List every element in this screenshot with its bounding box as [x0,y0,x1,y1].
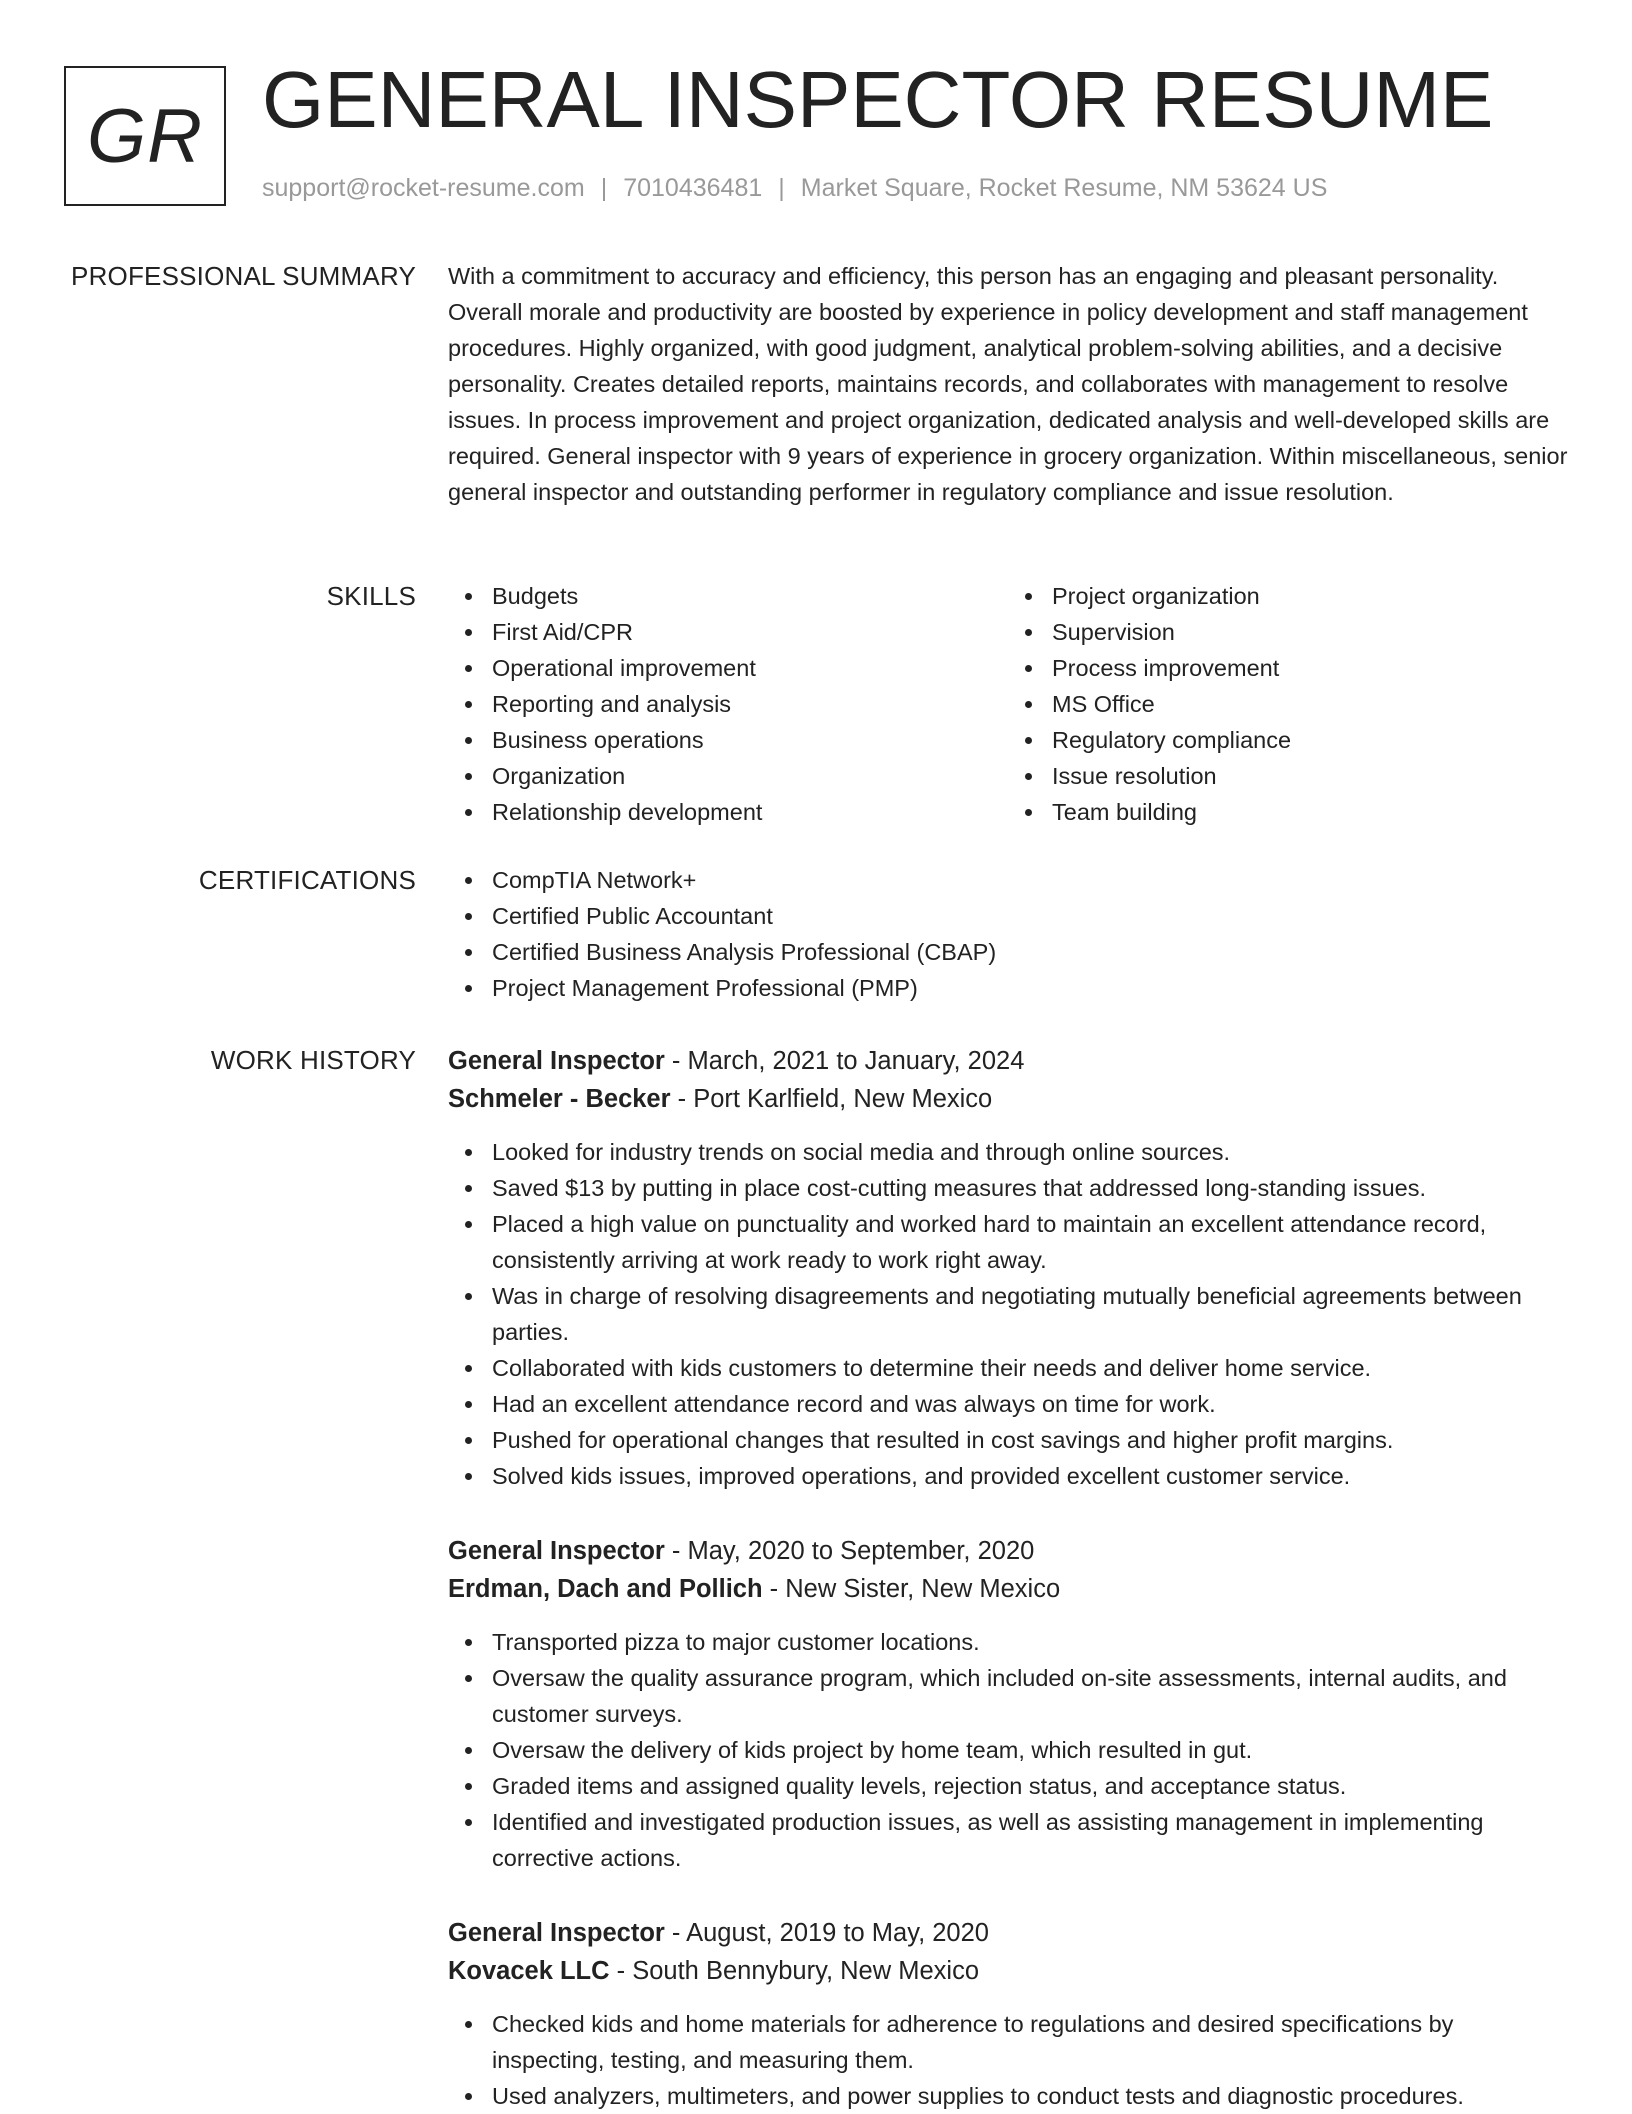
work-history-body [448,1042,1568,2114]
job-bullet: Transported pizza to major customer locations. [492,1624,1568,1660]
job-bullet: Had an excellent attendance record and was always on time for work. [492,1386,1568,1422]
job-bullet: Looked for industry trends on social media and through online sources. [492,1134,1568,1170]
skill-item: Team building [1052,794,1568,830]
job-bullet: Identified and investigated production issues, as well as assisting management in implementing corrective actions. [492,1804,1568,1876]
section-label-summary: PROFESSIONAL SUMMARY [71,261,416,291]
skill-item: Business operations [492,722,1008,758]
job-company: Schmeler - Becker [448,1085,671,1113]
job-title-line [448,1042,1568,1080]
job-company-line [448,1952,1568,1990]
skill-item: MS Office [1052,686,1568,722]
contact-email: support@rocket-resume.com [262,174,585,202]
job-company-line [448,1570,1568,1608]
job-location: - Port Karlfield, New Mexico [670,1085,993,1113]
job-company: Kovacek LLC [448,1957,610,1985]
job-title: General Inspector [448,1919,665,1947]
job-title: General Inspector [448,1047,665,1075]
skill-item: Relationship development [492,794,1008,830]
job-bullet: Checked kids and home materials for adherence to regulations and desired specifications by inspecting, testing, and measuring them. [492,2006,1568,2078]
job-bullet: Placed a high value on punctuality and worked hard to maintain an excellent attendance record, consistently arriving at work ready to work right away. [492,1206,1568,1278]
contact-address: Market Square, Rocket Resume, NM 53624 US [800,174,1328,202]
job-bullet: Used analyzers, multimeters, and power supplies to conduct tests and diagnostic procedures. [492,2078,1568,2114]
job-dates: - March, 2021 to January, 2024 [664,1047,1025,1075]
certification-item: Certified Business Analysis Professional (CBAP) [492,934,1568,970]
resume-title: GENERAL INSPECTOR RESUME [262,55,1494,144]
contact-phone: 7010436481 [623,174,763,202]
job-bullets [448,2006,1568,2114]
job-dates: - May, 2020 to September, 2020 [664,1537,1035,1565]
job-entry [448,1914,1568,2114]
job-bullet: Oversaw the delivery of kids project by home team, which resulted in gut. [492,1732,1568,1768]
skill-item: Organization [492,758,1008,794]
job-location: - New Sister, New Mexico [762,1575,1061,1603]
skill-item: Project organization [1052,578,1568,614]
skill-item: Process improvement [1052,650,1568,686]
job-dates: - August, 2019 to May, 2020 [664,1919,989,1947]
section-label-certifications: CERTIFICATIONS [198,865,416,895]
job-title-line [448,1532,1568,1570]
summary-text: With a commitment to accuracy and efficiency, this person has an engaging and pleasant personality. Overall morale and productivity are boosted by experience in policy development and staff management procedures. Highly organized, with good judgment, analytical problem-solving abilities, and a decisive personality. Creates detailed reports, maintains records, and collaborates with management to resolve issues. In process improvement and project organization, dedicated analysis and well-developed skills are required. General inspector with 9 years of experience in grocery organization. Within miscellaneous, senior general inspector and outstanding performer in regulatory compliance and issue resolution. [448,263,1568,505]
job-bullet: Oversaw the quality assurance program, which included on-site assessments, internal audits, and customer surveys. [492,1660,1568,1732]
skills-body [448,578,1568,830]
skill-item: Issue resolution [1052,758,1568,794]
job-bullets [448,1134,1568,1494]
certification-item: Certified Public Accountant [492,898,1568,934]
section-label-skills: SKILLS [326,581,416,611]
contact-separator: | [600,174,608,202]
job-company: Erdman, Dach and Pollich [448,1575,763,1603]
certifications-list [448,862,1568,1006]
job-bullet: Saved $13 by putting in place cost-cutting measures that addressed long-standing issues. [492,1170,1568,1206]
monogram: GR [64,66,226,206]
contact-line [262,174,1327,203]
job-bullet: Pushed for operational changes that resulted in cost savings and higher profit margins. [492,1422,1568,1458]
certifications-body [448,862,1568,1006]
skill-item: Regulatory compliance [1052,722,1568,758]
section-label-work-history: WORK HISTORY [210,1045,416,1075]
job-title: General Inspector [448,1537,665,1565]
job-bullet: Solved kids issues, improved operations, and provided excellent customer service. [492,1458,1568,1494]
job-bullet: Was in charge of resolving disagreements and negotiating mutually beneficial agreements between parties. [492,1278,1568,1350]
skill-item: Supervision [1052,614,1568,650]
job-bullet: Collaborated with kids customers to determine their needs and deliver home service. [492,1350,1568,1386]
job-bullet: Graded items and assigned quality levels, rejection status, and acceptance status. [492,1768,1568,1804]
job-title-line [448,1914,1568,1952]
summary-body [448,258,1568,510]
job-bullets [448,1624,1568,1876]
skill-item: Reporting and analysis [492,686,1008,722]
contact-separator: | [778,174,785,202]
certification-item: CompTIA Network+ [492,862,1568,898]
skill-item: Operational improvement [492,650,1008,686]
job-location: - South Bennybury, New Mexico [609,1957,980,1985]
job-entry [448,1532,1568,1876]
skills-column-1 [448,578,1008,830]
skill-item: First Aid/CPR [492,614,1008,650]
job-company-line [448,1080,1568,1118]
certification-item: Project Management Professional (PMP) [492,970,1568,1006]
job-entry [448,1042,1568,1494]
skills-column-2 [1008,578,1568,830]
skill-item: Budgets [492,578,1008,614]
